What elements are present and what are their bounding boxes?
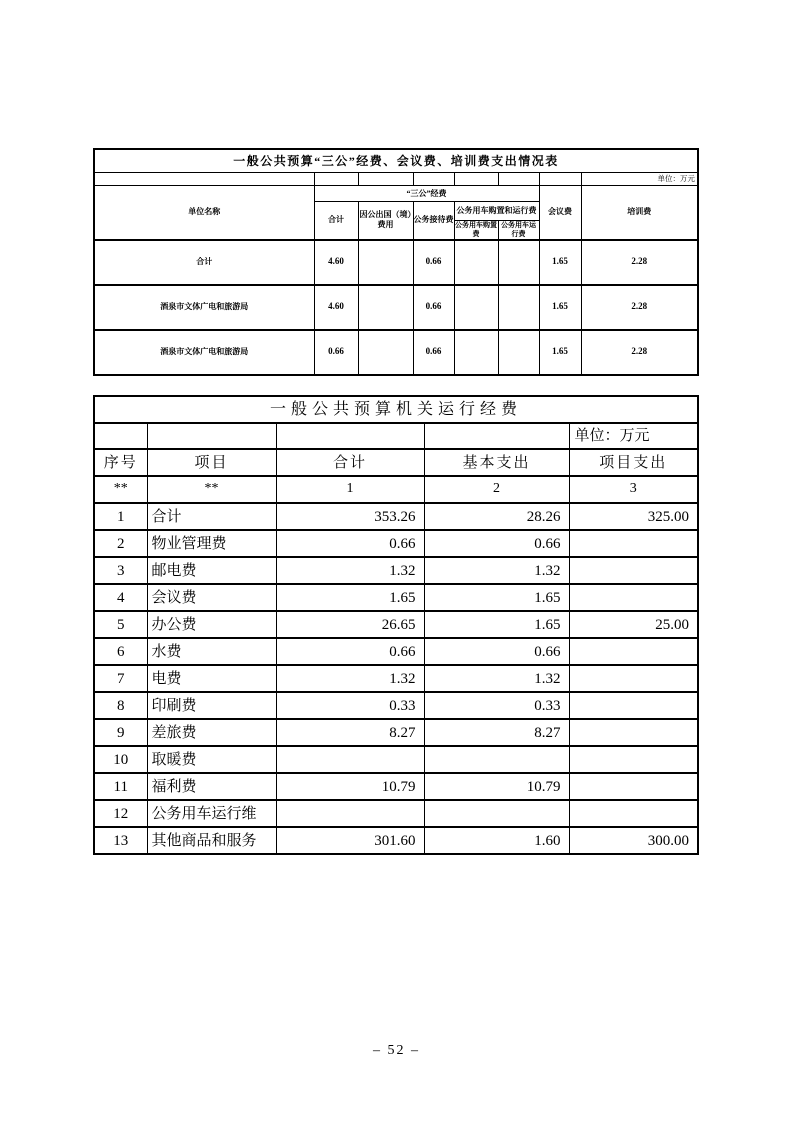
- table1-header-row-1: [94, 186, 698, 202]
- table2-title: 一般公共预算机关运行经费: [94, 396, 698, 423]
- empty-cell: [413, 173, 454, 186]
- unit-name-header: 单位名称: [94, 186, 314, 240]
- total-cell: 1.65: [276, 584, 424, 611]
- training-fee-header: 培训费: [581, 186, 698, 240]
- training-cell: 2.28: [581, 285, 698, 330]
- training-cell: 2.28: [581, 240, 698, 285]
- table1-title-row: [94, 149, 698, 173]
- empty-cell: [539, 173, 581, 186]
- total-cell: 0.66: [276, 530, 424, 557]
- unit-name-cell: 酒泉市文体广电和旅游局: [94, 330, 314, 375]
- empty-cell: [358, 173, 413, 186]
- table-row: [94, 557, 698, 584]
- project-expense-cell: [569, 638, 698, 665]
- reception-fee-header: 公务接待费: [413, 202, 454, 240]
- table-row: [94, 584, 698, 611]
- meeting-cell: 1.65: [539, 285, 581, 330]
- item-cell: 邮电费: [147, 557, 276, 584]
- empty-cell: [94, 423, 147, 449]
- abroad-fee-header: 因公出国（境）费用: [358, 202, 413, 240]
- project-subheader: 3: [569, 476, 698, 503]
- basic-expense-cell: [424, 800, 569, 827]
- basic-expense-cell: [424, 746, 569, 773]
- total-cell: [276, 746, 424, 773]
- operating-funds-table: [93, 395, 699, 855]
- item-cell: 公务用车运行维: [147, 800, 276, 827]
- empty-cell: [147, 423, 276, 449]
- table-row: [94, 611, 698, 638]
- project-expense-cell: [569, 584, 698, 611]
- project-expense-header: 项目支出: [569, 449, 698, 476]
- table1-title: 一般公共预算“三公”经费、会议费、培训费支出情况表: [94, 149, 698, 173]
- total-cell: 4.60: [314, 285, 358, 330]
- item-cell: 合计: [147, 503, 276, 530]
- seq-cell: 13: [94, 827, 147, 854]
- table1-unit-note: 单位：万元: [581, 173, 698, 186]
- table-row: [94, 692, 698, 719]
- seq-cell: 7: [94, 665, 147, 692]
- item-cell: 福利费: [147, 773, 276, 800]
- item-cell: 其他商品和服务: [147, 827, 276, 854]
- total-cell: 1.32: [276, 665, 424, 692]
- basic-expense-cell: 28.26: [424, 503, 569, 530]
- meeting-cell: 1.65: [539, 330, 581, 375]
- basic-expense-cell: 10.79: [424, 773, 569, 800]
- project-expense-cell: [569, 530, 698, 557]
- item-cell: 差旅费: [147, 719, 276, 746]
- total-header: 合计: [276, 449, 424, 476]
- seq-subheader: **: [94, 476, 147, 503]
- project-expense-cell: [569, 665, 698, 692]
- basic-expense-cell: 0.33: [424, 692, 569, 719]
- project-expense-cell: 300.00: [569, 827, 698, 854]
- total-cell: 301.60: [276, 827, 424, 854]
- table2-header-row: [94, 449, 698, 476]
- item-cell: 取暖费: [147, 746, 276, 773]
- table-row: [94, 530, 698, 557]
- item-cell: 办公费: [147, 611, 276, 638]
- table-row: [94, 827, 698, 854]
- total-cell: 4.60: [314, 240, 358, 285]
- basic-expense-cell: 1.32: [424, 557, 569, 584]
- empty-cell: [314, 173, 358, 186]
- seq-cell: 10: [94, 746, 147, 773]
- project-expense-cell: [569, 719, 698, 746]
- table2-title-row: [94, 396, 698, 423]
- project-expense-cell: 325.00: [569, 503, 698, 530]
- basic-subheader: 2: [424, 476, 569, 503]
- vehicle-purchase-cell: [454, 330, 498, 375]
- unit-name-cell: 合计: [94, 240, 314, 285]
- total-header: 合计: [314, 202, 358, 240]
- meeting-fee-header: 会议费: [539, 186, 581, 240]
- item-cell: 会议费: [147, 584, 276, 611]
- reception-cell: 0.66: [413, 240, 454, 285]
- project-expense-cell: [569, 746, 698, 773]
- vehicle-purchase-cell: [454, 240, 498, 285]
- basic-expense-cell: 1.65: [424, 611, 569, 638]
- table-row: [94, 638, 698, 665]
- seq-cell: 11: [94, 773, 147, 800]
- seq-cell: 4: [94, 584, 147, 611]
- empty-cell: [276, 423, 424, 449]
- total-subheader: 1: [276, 476, 424, 503]
- basic-expense-cell: 0.66: [424, 530, 569, 557]
- table-row: [94, 240, 698, 285]
- seq-cell: 6: [94, 638, 147, 665]
- empty-cell: [454, 173, 498, 186]
- seq-cell: 12: [94, 800, 147, 827]
- table-row: [94, 773, 698, 800]
- item-cell: 电费: [147, 665, 276, 692]
- table-row: [94, 330, 698, 375]
- item-cell: 物业管理费: [147, 530, 276, 557]
- total-cell: 1.32: [276, 557, 424, 584]
- table2-unit-row: [94, 423, 698, 449]
- table-row: [94, 285, 698, 330]
- page-number: – 52 –: [373, 1043, 420, 1058]
- vehicle-operation-header: 公务用车运行费: [498, 221, 539, 240]
- table-row: [94, 503, 698, 530]
- seq-cell: 2: [94, 530, 147, 557]
- reception-cell: 0.66: [413, 330, 454, 375]
- table-row: [94, 719, 698, 746]
- abroad-cell: [358, 240, 413, 285]
- total-cell: [276, 800, 424, 827]
- total-cell: 8.27: [276, 719, 424, 746]
- item-header: 项目: [147, 449, 276, 476]
- basic-expense-cell: 8.27: [424, 719, 569, 746]
- empty-cell: [94, 173, 314, 186]
- table-row: [94, 665, 698, 692]
- abroad-cell: [358, 285, 413, 330]
- project-expense-cell: [569, 800, 698, 827]
- total-cell: 353.26: [276, 503, 424, 530]
- reception-cell: 0.66: [413, 285, 454, 330]
- basic-expense-cell: 0.66: [424, 638, 569, 665]
- meeting-cell: 1.65: [539, 240, 581, 285]
- vehicle-operation-cell: [498, 240, 539, 285]
- vehicle-operation-cell: [498, 285, 539, 330]
- item-cell: 印刷费: [147, 692, 276, 719]
- project-expense-cell: [569, 692, 698, 719]
- three-public-expense-table: [93, 148, 699, 376]
- abroad-cell: [358, 330, 413, 375]
- basic-expense-cell: 1.65: [424, 584, 569, 611]
- total-cell: 0.66: [276, 638, 424, 665]
- project-expense-cell: 25.00: [569, 611, 698, 638]
- total-cell: 0.66: [314, 330, 358, 375]
- seq-cell: 5: [94, 611, 147, 638]
- seq-cell: 8: [94, 692, 147, 719]
- vehicle-purchase-header: 公务用车购置费: [455, 221, 497, 238]
- basic-expense-cell: 1.60: [424, 827, 569, 854]
- basic-expense-cell: 1.32: [424, 665, 569, 692]
- table-row: [94, 800, 698, 827]
- project-expense-cell: [569, 773, 698, 800]
- total-cell: 10.79: [276, 773, 424, 800]
- seq-cell: 3: [94, 557, 147, 584]
- table-row: [94, 746, 698, 773]
- total-cell: 0.33: [276, 692, 424, 719]
- seq-cell: 9: [94, 719, 147, 746]
- empty-cell: [424, 423, 569, 449]
- item-cell: 水费: [147, 638, 276, 665]
- basic-expense-header: 基本支出: [424, 449, 569, 476]
- empty-cell: [498, 173, 539, 186]
- training-cell: 2.28: [581, 330, 698, 375]
- seq-cell: 1: [94, 503, 147, 530]
- vehicle-purchase-cell: [454, 285, 498, 330]
- table2-unit-note: 单位：万元: [569, 423, 698, 449]
- total-cell: 26.65: [276, 611, 424, 638]
- seq-header: 序号: [94, 449, 147, 476]
- table2-subheader-row: [94, 476, 698, 503]
- project-expense-cell: [569, 557, 698, 584]
- unit-name-cell: 酒泉市文体广电和旅游局: [94, 285, 314, 330]
- three-public-header: “三公”经费: [314, 186, 539, 202]
- table1-unit-row: [94, 173, 698, 186]
- item-subheader: **: [147, 476, 276, 503]
- vehicle-operation-cell: [498, 330, 539, 375]
- vehicle-fee-header: 公务用车购置和运行费: [454, 202, 539, 221]
